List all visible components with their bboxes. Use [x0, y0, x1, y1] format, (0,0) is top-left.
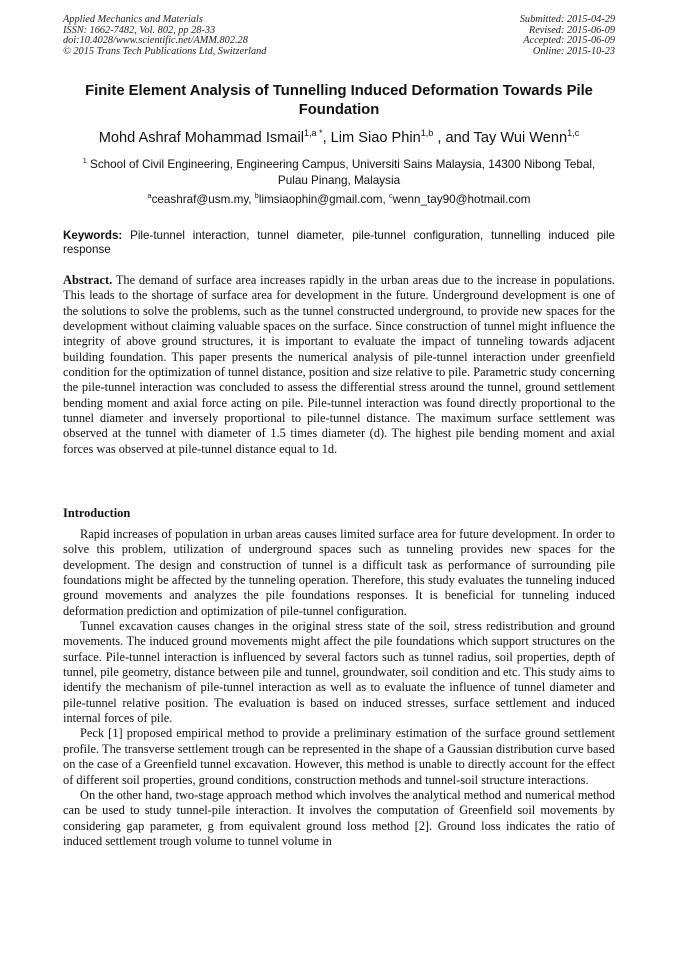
paragraph: Peck [1] proposed empirical method to provide a preliminary estimation of the surface ground settlement profile. The transverse settlement trough can be represented in the shape of a Gaussian distribution curve based on the case of a Greenfield tunnel excavation. However, this method is unable to directly account for the effect of different soil properties, ground conditions, construction methods and tunnel-soil structure interactions. [63, 726, 615, 787]
abstract-label: Abstract. [63, 273, 113, 287]
email-marker: b [254, 191, 259, 201]
abstract-text: The demand of surface area increases rapidly in the urban areas due to the increase in populations. This leads to the shortage of surface area for development in the future. Underground development is one of the solutions to solve the problems, such as the tunnel constructed underground, to provide new spaces for the development without claiming valuable spaces on the surface. Since construction of tunnel might influence the integrity of above ground structures, it is important to evaluate the impact of tunneling towards adjacent building foundation. This paper presents the numerical analysis of pile-tunnel interaction under greenfield condition for the optimization of tunnel distance, position and size relative to pile. Parametric study concerning the pile-tunnel interaction was concluded to assess the differential stress around the tunnel, ground settlement bending moment and axial force acting on pile. Pile-tunnel interaction was found directly proportional to the tunnel diameter and inversely proportional to pile-tunnel distance. The maximum surface settlement was observed at the tunnel with diameter of 1.5 times diameter (d). The highest pile bending moment and axial forces was observed at pile-tunnel distance equal to 1d. [63, 273, 615, 456]
keywords [63, 229, 615, 256]
author-list [40, 129, 638, 147]
email-address: wenn_tay90@hotmail.com [392, 193, 531, 206]
date-online: Online: 2015-10-23 [532, 45, 615, 57]
author-name: Mohd Ashraf Mohammad Ismail [98, 130, 304, 146]
article-dates [520, 15, 615, 57]
journal-copyright: © 2015 Trans Tech Publications Ltd, Switzerland [63, 45, 267, 57]
paragraph: Rapid increases of population in urban areas causes limited surface area for future development. In order to solve this problem, utilization of underground spaces such as tunneling provides new spaces for the development. The design and construction of tunnel is a difficult task as performance of surrounding pile foundations might be affected by the tunneling operation. Therefore, this study evaluates the tunneling induced ground movements and analyzes the pile foundations responses. It is beneficial for tunneling induced deformation prediction and optimization of pile-tunnel configuration. [63, 527, 615, 618]
email-list [40, 192, 638, 207]
paragraph: On the other hand, two-stage approach method which involves the analytical method and numerical method can be used to study tunnel-pile interaction. It involves the computation of Greenfield soil movements by considering gap parameter, g from equivalent ground loss method [2]. Ground loss indicates the ratio of induced settlement trough volume to tunnel volume in [63, 787, 615, 848]
author-affil-marker: 1,a * [303, 128, 323, 139]
author-separator: , and [433, 130, 474, 146]
email-separator: , [382, 193, 389, 206]
date-submitted: Submitted: 2015-04-29 [519, 14, 615, 25]
email-separator: , [248, 193, 255, 206]
paragraph: Tunnel excavation causes changes in the original stress state of the soil, stress redistribution and ground movements. The induced ground movements might affect the pile foundations which support structures on the surface. Pile-tunnel interaction is influenced by several factors such as tunnel radius, soil properties, depth of tunnel, pile geometry, distance between pile and tunnel, groundwater, soil condition and etc. This study aims to identify the mechanism of pile-tunnel interaction as well as to evaluate the influence of tunnel diameter and pile-tunnel relative position. The evaluation is based on induced stresses, surface settlement and induced internal forces of pile. [63, 619, 615, 726]
keywords-text: Pile-tunnel interaction, tunnel diameter, pile-tunnel configuration, tunnelling induced pile response [63, 229, 615, 256]
email-address: ceashraf@usm.my [151, 193, 249, 206]
journal-issn: ISSN: 1662-7482, Vol. 802, pp 28-33 [63, 24, 216, 36]
affiliation [70, 157, 608, 188]
paper-title: Finite Element Analysis of Tunnelling Induced Deformation Towards Pile Foundation [85, 83, 593, 118]
email-marker: c [388, 191, 393, 201]
author-affil-marker: 1,c [567, 128, 580, 139]
journal-info [63, 15, 266, 57]
date-accepted: Accepted: 2015-06-09 [523, 35, 615, 47]
affiliation-text: School of Civil Engineering, Engineering Campus, Universiti Sains Malaysia, 14300 Nibong Tebal, Pulau Pinang, Malaysia [90, 158, 596, 187]
author-name: Tay Wui Wenn [473, 130, 568, 146]
author-separator: , [322, 130, 331, 146]
email-marker: a [147, 191, 152, 201]
affiliation-marker: 1 [82, 156, 87, 166]
date-revised: Revised: 2015-06-09 [528, 24, 615, 36]
introduction-body [63, 527, 615, 849]
author-name: Lim Siao Phin [330, 130, 421, 146]
section-heading-introduction: Introduction [63, 506, 131, 520]
journal-doi: doi:10.4028/www.scientific.net/AMM.802.28 [63, 35, 248, 47]
abstract [63, 273, 615, 457]
author-affil-marker: 1,b [420, 128, 434, 139]
email-address: limsiaophin@gmail.com [258, 193, 383, 206]
keywords-label: Keywords: [63, 229, 123, 242]
journal-name: Applied Mechanics and Materials [63, 14, 203, 25]
